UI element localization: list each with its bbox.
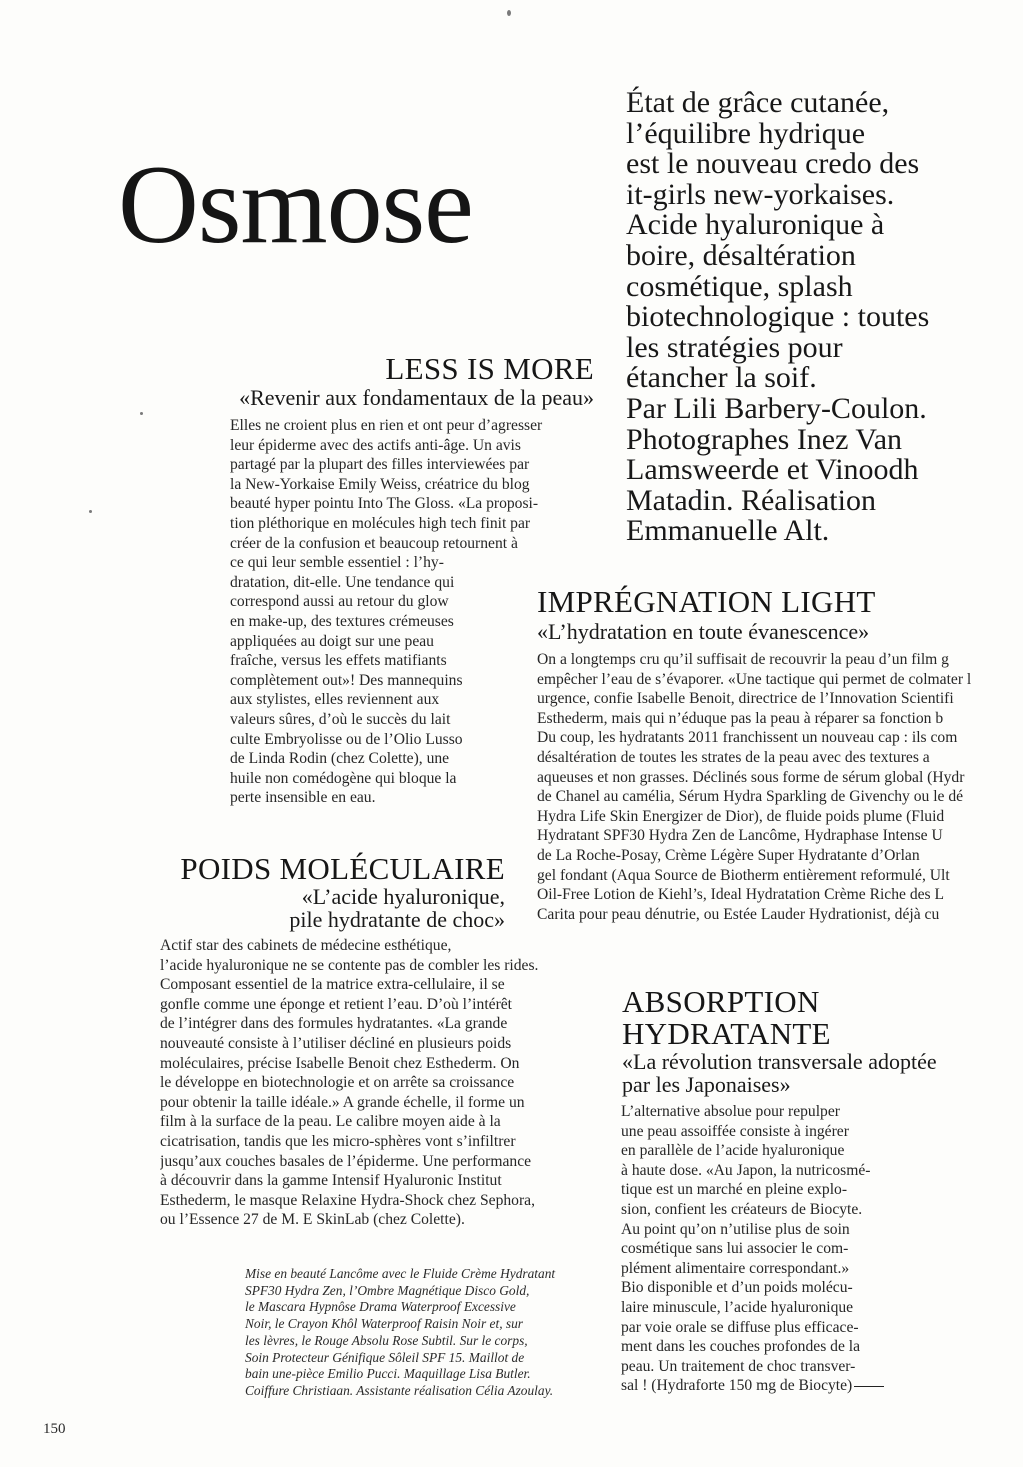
text-line: Bio disponible et d’un poids molécu- — [621, 1279, 853, 1297]
standfirst-line: cosmétique, splash — [626, 269, 853, 303]
text-line: nouveauté consiste à l’utiliser décliné en plusieurs poids — [160, 1034, 512, 1052]
standfirst-line: Photographes Inez Van — [626, 422, 903, 456]
text-line: par voie orale se diffuse plus efficace- — [621, 1318, 859, 1336]
section-heading-impregnation-light: IMPRÉGNATION LIGHT — [537, 584, 876, 619]
standfirst-line: Acide hyaluronique à — [626, 208, 885, 242]
text-line: leur épiderme avec des actifs anti-âge. Un avis — [230, 436, 521, 454]
page-title: Osmose — [118, 143, 473, 267]
text-line: Actif star des cabinets de médecine esthétique, — [160, 937, 452, 954]
section-heading-poids-moleculaire: POIDS MOLÉCULAIRE — [180, 851, 505, 886]
text-line: culte Embryolisse ou de l’Olio Lusso — [230, 730, 463, 748]
text-line: à découvrir dans la gamme Intensif Hyaluronic Institut — [160, 1172, 502, 1190]
text-line: en make-up, des textures crémeuses — [230, 612, 454, 630]
credits-line: bain une-pièce Emilio Pucci. Maquillage Lisa Butler. — [245, 1366, 531, 1382]
standfirst-line: Lamsweerde et Vinoodh — [626, 453, 919, 487]
text-line-content: sal ! (Hydraforte 150 mg de Biocyte) — [621, 1377, 853, 1395]
text-line: correspond aussi au retour du glow — [230, 593, 449, 611]
text-line: On a longtemps cru qu’il suffisait de recouvrir la peau d’un film g — [537, 651, 949, 668]
text-line: Esthederm, mais qui n’éduque pas la peau à réparer sa fonction b — [537, 709, 944, 727]
text-line: gel fondant (Aqua Source de Biotherm entièrement reformulé, Ult — [537, 866, 950, 884]
text-line: de La Roche-Posay, Crème Légère Super Hydratante d’Orlan — [537, 846, 920, 864]
standfirst-line: les stratégies pour — [626, 330, 843, 364]
text-line: huile non comédogène qui bloque la — [230, 769, 457, 787]
standfirst-line: Par Lili Barbery-Coulon. — [626, 391, 927, 425]
standfirst-line: l’équilibre hydrique — [626, 116, 866, 150]
section-subheading-poids-moleculaire — [289, 885, 505, 931]
text-line: valeurs sûres, d’où le succès du lait — [230, 710, 451, 728]
section-subheading-impregnation-light: «L’hydratation en toute évanescence» — [537, 619, 870, 644]
text-line: appliquées au doigt sur une peau — [230, 632, 434, 650]
article-column-absorption-hydratante — [621, 1102, 907, 1396]
text-line: partagé par la plupart des filles interviewées par — [230, 456, 530, 474]
standfirst-line: État de grâce cutanée, — [626, 86, 890, 119]
text-line — [621, 1376, 907, 1396]
text-line: ce qui leur semble essentiel : l’hy- — [230, 554, 444, 572]
subheading-line: «La révolution transversale adoptée — [622, 1049, 937, 1074]
credits-line: Soin Protecteur Génifique Sôleil SPF 15. Maillot de — [245, 1349, 525, 1365]
subheading-line: par les Japonaises» — [622, 1072, 791, 1097]
text-line: sion, confient les créateurs de Biocyte. — [621, 1200, 863, 1218]
text-line: à haute dose. «Au Japon, la nutricosmé- — [621, 1161, 871, 1179]
standfirst-line: Matadin. Réalisation — [626, 483, 876, 517]
text-line: de Chanel au camélia, Sérum Hydra Sparkling de Givenchy ou le dé — [537, 788, 964, 806]
text-line: Esthederm, le masque Relaxine Hydra-Shock chez Sephora, — [160, 1191, 535, 1209]
text-line: peau. Un traitement de choc transver- — [621, 1357, 856, 1375]
text-line: tion pléthorique en molécules high tech finit par — [230, 514, 531, 532]
text-line: en parallèle de l’acide hyaluronique — [621, 1142, 845, 1160]
standfirst-line: Emmanuelle Alt. — [626, 514, 830, 548]
scan-speck — [140, 412, 143, 415]
section-heading-absorption-hydratante — [622, 986, 831, 1050]
text-line: créer de la confusion et beaucoup retournent à — [230, 534, 518, 552]
text-line: Du coup, les hydratants 2011 franchissent un nouveau cap : ils com — [537, 729, 958, 747]
text-line: désaltération de toutes les strates de la peau avec des textures a — [537, 748, 930, 766]
text-line: jusqu’aux couches basales de l’épiderme. Une performance — [160, 1152, 532, 1170]
standfirst-line: it-girls new-yorkaises. — [626, 177, 895, 211]
photo-credits — [245, 1266, 595, 1400]
scan-speck — [89, 510, 92, 513]
standfirst-line: biotechnologique : toutes — [626, 300, 930, 334]
text-line: l’acide hyaluronique ne se contente pas de combler les rides. — [160, 956, 539, 974]
credits-line: Coiffure Christiaan. Assistante réalisation Célia Azoulay. — [245, 1382, 554, 1398]
text-line: Composant essentiel de la matrice extra-cellulaire, il se — [160, 976, 505, 994]
subheading-line: «L’acide hyaluronique, — [301, 884, 505, 909]
text-line: complètement out»! Des mannequins — [230, 671, 463, 689]
text-line: fraîche, versus les effets matifiants — [230, 652, 447, 670]
text-line: aux stylistes, elles reviennent aux — [230, 691, 440, 709]
credits-line: Mise en beauté Lancôme avec le Fluide Crème Hydratant — [245, 1266, 556, 1281]
text-line: dratation, dit-elle. Une tendance qui — [230, 573, 455, 591]
text-line: la New-Yorkaise Emily Weiss, créatrice du blog — [230, 475, 530, 493]
text-line: cicatrisation, tandis que les micro-sphères vont s’infiltrer — [160, 1132, 516, 1150]
text-line: Carita pour peau dénutrie, ou Estée Lauder Hydrationist, déjà cu — [537, 905, 940, 923]
text-line: de l’intégrer dans des formules hydratantes. «La grande — [160, 1015, 508, 1033]
section-heading-less-is-more: LESS IS MORE — [385, 351, 594, 386]
text-line: urgence, confie Isabelle Benoit, directrice de l’Innovation Scientifi — [537, 690, 954, 708]
text-line: le développe en biotechnologie et on arrête sa croissance — [160, 1074, 515, 1092]
article-column-poids-moleculaire — [160, 936, 592, 1230]
text-line: ment dans les couches profondes de la — [621, 1338, 861, 1356]
section-subheading-less-is-more: «Revenir aux fondamentaux de la peau» — [239, 385, 594, 410]
section-subheading-absorption-hydratante — [622, 1050, 937, 1096]
scan-speck — [507, 10, 511, 16]
text-line: laire minuscule, l’acide hyaluronique — [621, 1298, 854, 1316]
heading-line: ABSORPTION — [622, 984, 820, 1019]
text-line: Elles ne croient plus en rien et ont peur d’agresser — [230, 417, 543, 434]
credits-line: SPF30 Hydra Zen, l’Ombre Magnétique Disco Gold, — [245, 1282, 530, 1298]
text-line: Hydratant SPF30 Hydra Zen de Lancôme, Hydraphase Intense U — [537, 827, 943, 845]
subheading-line: pile hydratante de choc» — [289, 907, 505, 932]
credits-line: Noir, le Crayon Khôl Waterproof Raisin Noir et, sur — [245, 1316, 524, 1332]
text-line: perte insensible en eau. — [230, 789, 376, 807]
text-line: de Linda Rodin (chez Colette), une — [230, 750, 450, 768]
text-line: plément alimentaire correspondant.» — [621, 1259, 850, 1277]
text-line: gonfle comme une éponge et retient l’eau. D’où l’intérêt — [160, 995, 513, 1013]
text-line: Oil-Free Lotion de Kiehl’s, Ideal Hydratation Crème Riche des L — [537, 886, 945, 904]
text-line: ou l’Essence 27 de M. E SkinLab (chez Colette). — [160, 1211, 465, 1229]
text-line: Hydra Life Skin Energizer de Dior), de fluide poids plume (Fluid — [537, 807, 945, 825]
text-line: tique est un marché en pleine explo- — [621, 1181, 848, 1199]
heading-line: HYDRATANTE — [622, 1016, 831, 1051]
text-line: L’alternative absolue pour repulper — [621, 1103, 840, 1120]
text-line: film à la surface de la peau. Le calibre moyen aide à la — [160, 1113, 501, 1131]
text-line: moléculaires, précise Isabelle Benoit chez Esthederm. On — [160, 1054, 520, 1072]
end-of-article-rule — [854, 1386, 884, 1387]
text-line: Au point qu’on n’utilise plus de soin — [621, 1220, 850, 1238]
text-line: une peau assoiffée consiste à ingérer — [621, 1122, 849, 1140]
standfirst-line: boire, désaltération — [626, 238, 856, 272]
page-number: 150 — [43, 1421, 66, 1437]
text-line: cosmétique sans lui associer le com- — [621, 1240, 849, 1258]
standfirst-line: est le nouveau credo des — [626, 147, 920, 181]
standfirst — [626, 88, 1018, 547]
credits-line: les lèvres, le Rouge Absolu Rose Subtil. Sur le corps, — [245, 1332, 528, 1348]
text-line: pour obtenir la taille idéale.» A grande échelle, il forme un — [160, 1093, 525, 1111]
article-column-impregnation-light — [537, 650, 1023, 924]
text-line: empêcher l’eau de s’évaporer. «Une tactique qui permet de colmater l — [537, 670, 972, 688]
text-line: aqueuses et non grasses. Déclinés sous forme de sérum global (Hydr — [537, 768, 965, 786]
credits-line: le Mascara Hypnôse Drama Waterproof Excessive — [245, 1299, 516, 1315]
standfirst-line: étancher la soif. — [626, 361, 817, 395]
text-line: beauté hyper pointu Into The Gloss. «La proposi- — [230, 495, 539, 513]
